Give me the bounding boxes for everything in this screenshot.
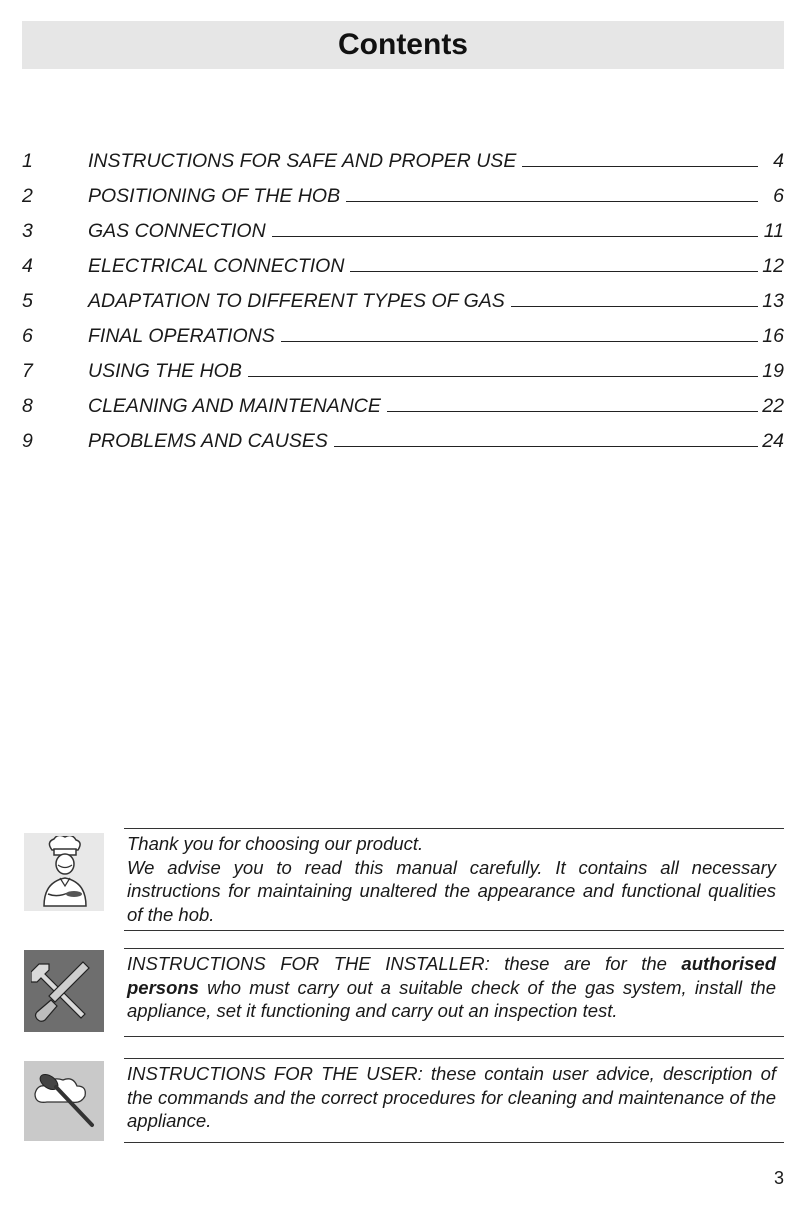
tools-icon	[24, 950, 104, 1032]
toc-row[interactable]	[22, 185, 784, 220]
toc-number: 7	[22, 360, 33, 382]
toc-number: 3	[22, 220, 33, 242]
chef-icon	[24, 833, 104, 911]
toc-leader-line	[281, 341, 758, 342]
toc-row[interactable]	[22, 220, 784, 255]
page-title: Contents	[338, 28, 468, 61]
spoon-icon	[24, 1061, 104, 1141]
toc-number: 9	[22, 430, 33, 452]
installer-text-box	[124, 948, 784, 1037]
user-note	[22, 1058, 784, 1144]
toc-title[interactable]: GAS CONNECTION	[88, 220, 266, 242]
toc-leader-line	[248, 376, 758, 377]
toc-leader-line	[346, 201, 758, 202]
toc-title[interactable]: POSITIONING OF THE HOB	[88, 185, 341, 207]
installer-text-end: who must carry out a suitable check of the gas system, install the appliance, set it functioning and carry out an inspection test.	[127, 976, 776, 1021]
toc-row[interactable]	[22, 430, 784, 465]
title-bar	[22, 21, 784, 69]
user-text-box	[124, 1058, 784, 1143]
page-number: 3	[773, 1168, 784, 1188]
toc-page: 6	[773, 185, 784, 207]
table-of-contents	[22, 150, 784, 465]
toc-number: 1	[22, 150, 33, 172]
installer-emphasis: authorised persons	[127, 953, 776, 998]
toc-title[interactable]: ADAPTATION TO DIFFERENT TYPES OF GAS	[88, 290, 505, 312]
toc-page: 24	[762, 430, 784, 452]
toc-title[interactable]: INSTRUCTIONS FOR SAFE AND PROPER USE	[88, 150, 517, 172]
toc-row[interactable]	[22, 325, 784, 360]
toc-page: 4	[773, 150, 784, 172]
installer-note	[22, 948, 784, 1038]
toc-number: 4	[22, 255, 33, 277]
toc-title[interactable]: CLEANING AND MAINTENANCE	[88, 395, 381, 417]
thanks-line: Thank you for choosing our product.	[127, 833, 424, 854]
toc-row[interactable]	[22, 290, 784, 325]
toc-page: 13	[762, 290, 784, 312]
toc-leader-line	[334, 446, 758, 447]
installer-text	[127, 952, 776, 1023]
toc-leader-line	[522, 166, 758, 167]
toc-number: 5	[22, 290, 33, 312]
thanks-text-box	[124, 828, 784, 931]
toc-number: 2	[22, 185, 33, 207]
toc-page: 16	[762, 325, 784, 347]
toc-row[interactable]	[22, 360, 784, 395]
toc-number: 6	[22, 325, 33, 347]
installer-text-start: INSTRUCTIONS FOR THE INSTALLER: these are for the	[127, 953, 682, 974]
toc-page: 19	[762, 360, 784, 382]
toc-leader-line	[387, 411, 758, 412]
thanks-note	[22, 828, 784, 928]
toc-leader-line	[272, 236, 758, 237]
user-text: INSTRUCTIONS FOR THE USER: these contain user advice, description of the commands and the correct procedures for cleaning and maintenance of the appliance.	[127, 1063, 776, 1131]
toc-title[interactable]: FINAL OPERATIONS	[88, 325, 275, 347]
toc-title[interactable]: PROBLEMS AND CAUSES	[88, 430, 328, 452]
toc-page: 22	[762, 395, 784, 417]
thanks-body: We advise you to read this manual carefully. It contains all necessary instructions for maintaining unaltered the appearance and functional qualities of the hob.	[127, 856, 776, 925]
toc-leader-line	[511, 306, 758, 307]
toc-title[interactable]: ELECTRICAL CONNECTION	[88, 255, 345, 277]
toc-row[interactable]	[22, 150, 784, 185]
toc-title[interactable]: USING THE HOB	[88, 360, 242, 382]
toc-leader-line	[350, 271, 758, 272]
toc-row[interactable]	[22, 395, 784, 430]
toc-page: 12	[762, 255, 784, 277]
toc-row[interactable]	[22, 255, 784, 290]
toc-page: 11	[763, 220, 784, 242]
toc-number: 8	[22, 395, 33, 417]
